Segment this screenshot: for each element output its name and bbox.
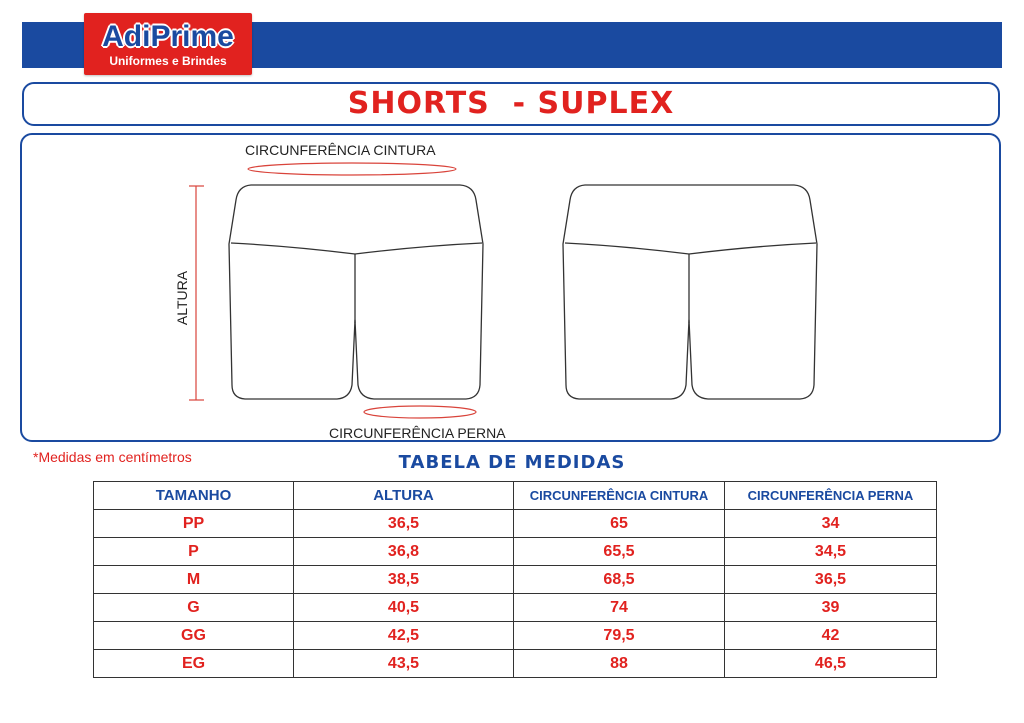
header-leg: CIRCUNFERÊNCIA PERNA bbox=[725, 482, 937, 510]
cell-size: M bbox=[94, 566, 294, 594]
cell-size: P bbox=[94, 538, 294, 566]
cell-height: 40,5 bbox=[294, 594, 514, 622]
cell-waist: 88 bbox=[514, 650, 725, 678]
cell-height: 42,5 bbox=[294, 622, 514, 650]
brand-tagline: Uniformes e Brindes bbox=[109, 54, 227, 68]
cell-leg: 39 bbox=[725, 594, 937, 622]
table-row bbox=[94, 622, 937, 650]
page-title: SHORTS - SUPLEX bbox=[347, 86, 675, 121]
table-row bbox=[94, 538, 937, 566]
cell-waist: 65,5 bbox=[514, 538, 725, 566]
cell-leg: 36,5 bbox=[725, 566, 937, 594]
header-size: TAMANHO bbox=[94, 482, 294, 510]
shorts-back-drawing bbox=[563, 185, 817, 399]
table-row bbox=[94, 510, 937, 538]
cell-leg: 34,5 bbox=[725, 538, 937, 566]
units-note: *Medidas em centímetros bbox=[33, 449, 192, 465]
header-height: ALTURA bbox=[294, 482, 514, 510]
waist-circumference-label: CIRCUNFERÊNCIA CINTURA bbox=[245, 142, 436, 158]
cell-size: G bbox=[94, 594, 294, 622]
table-row bbox=[94, 650, 937, 678]
leg-measure-ellipse bbox=[364, 406, 476, 418]
cell-size: GG bbox=[94, 622, 294, 650]
cell-leg: 46,5 bbox=[725, 650, 937, 678]
cell-leg: 34 bbox=[725, 510, 937, 538]
cell-waist: 65 bbox=[514, 510, 725, 538]
cell-height: 43,5 bbox=[294, 650, 514, 678]
header-waist: CIRCUNFERÊNCIA CINTURA bbox=[514, 482, 725, 510]
cell-waist: 79,5 bbox=[514, 622, 725, 650]
brand-name: AdiPrime bbox=[102, 20, 234, 53]
height-dimension-line bbox=[189, 186, 204, 400]
size-table bbox=[93, 481, 937, 678]
cell-leg: 42 bbox=[725, 622, 937, 650]
cell-height: 36,5 bbox=[294, 510, 514, 538]
cell-height: 36,8 bbox=[294, 538, 514, 566]
table-header-row bbox=[94, 482, 937, 510]
cell-waist: 74 bbox=[514, 594, 725, 622]
table-row bbox=[94, 566, 937, 594]
waist-measure-ellipse bbox=[248, 163, 456, 175]
shorts-front-drawing bbox=[229, 185, 483, 399]
table-row bbox=[94, 594, 937, 622]
cell-size: EG bbox=[94, 650, 294, 678]
leg-circumference-label: CIRCUNFERÊNCIA PERNA bbox=[329, 425, 506, 441]
table-title: TABELA DE MEDIDAS bbox=[398, 452, 626, 473]
cell-size: PP bbox=[94, 510, 294, 538]
height-label: ALTURA bbox=[174, 270, 190, 326]
cell-waist: 68,5 bbox=[514, 566, 725, 594]
cell-height: 38,5 bbox=[294, 566, 514, 594]
